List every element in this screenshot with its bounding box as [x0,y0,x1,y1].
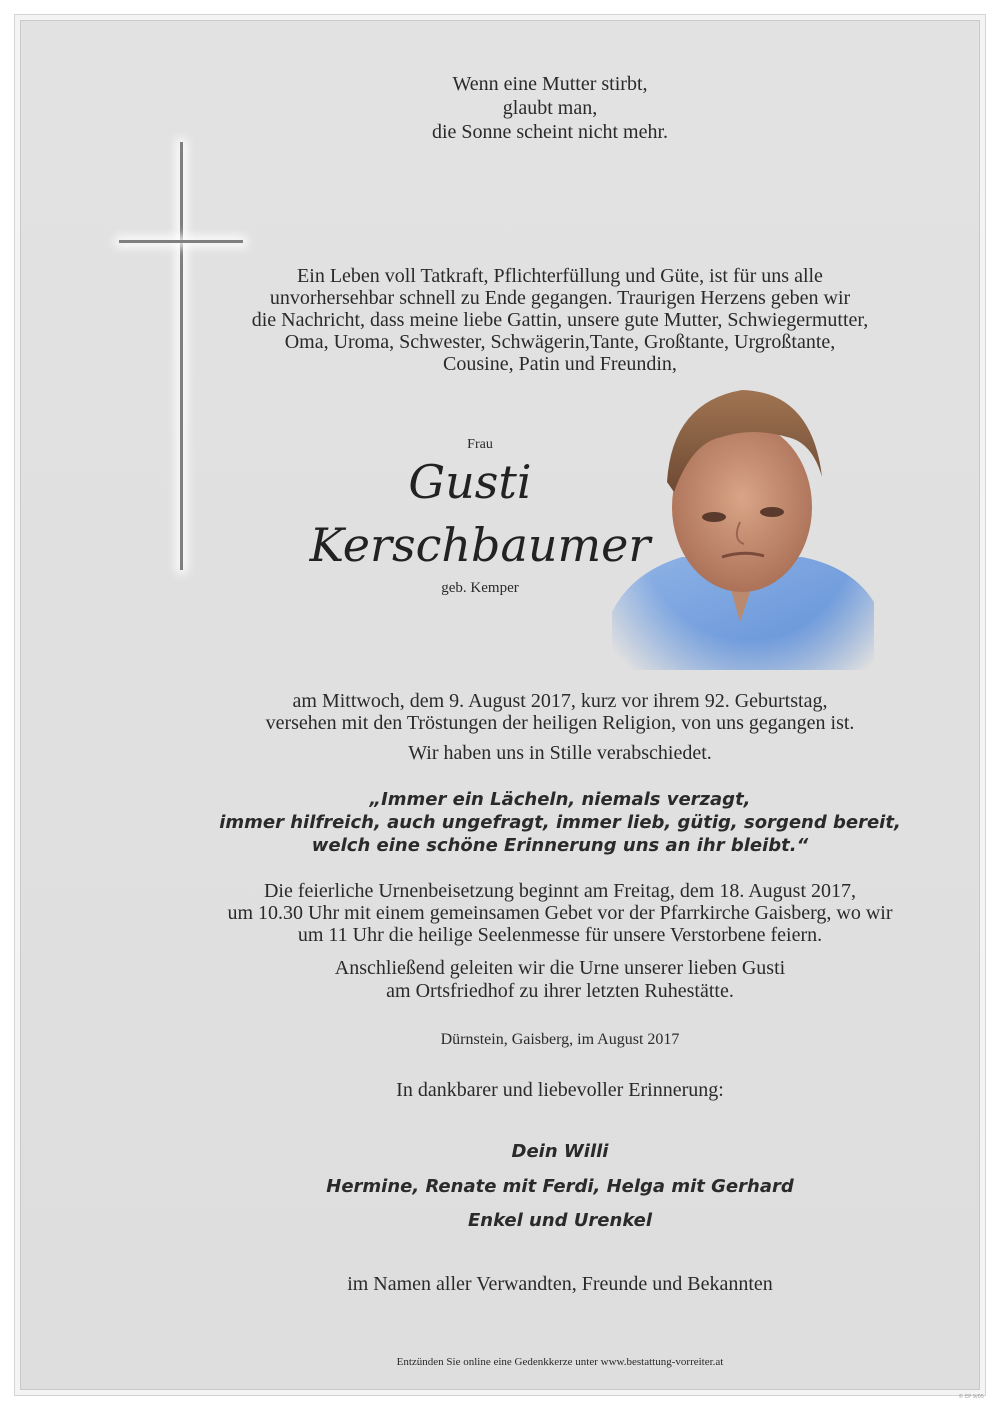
thanks-line: In dankbarer und liebevoller Erinnerung: [396,1079,724,1101]
funeral-line: um 10.30 Uhr mit einem gemeinsamen Gebet vor der Pfarrkirche Gaisberg, wo wir [227,902,893,924]
poem-line: glaubt man, [502,97,598,119]
maiden-name: geb. Kemper [441,580,519,596]
burial-info [260,957,860,1003]
death-notice [200,690,920,734]
quote [200,788,920,857]
poem-line: die Sonne scheint nicht mehr. [431,121,669,143]
given-name: Gusti [408,455,532,509]
farewell-text: Wir haben uns in Stille verabschiedet. [408,742,712,764]
quote-line: immer hilfreich, auch ungefragt, immer lieb, gütig, sorgend bereit, [219,812,901,833]
quote-line: „Immer ein Lächeln, niemals verzagt, [369,789,751,810]
place-date: Dürnstein, Gaisberg, im August 2017 [440,1031,680,1048]
intro-line: Ein Leben voll Tatkraft, Pflichterfüllung und Güte, ist für uns alle [297,265,823,287]
quote-line: welch eine schöne Erinnerung uns an ihr bleibt.“ [311,835,809,856]
cross-icon-bar [119,240,243,243]
signatory: Dein Willi [511,1141,609,1162]
death-line: versehen mit den Tröstungen der heiligen Religion, von uns gegangen ist. [265,712,855,734]
intro-line: Oma, Uroma, Schwester, Schwägerin,Tante, Großtante, Urgroßtante, [284,331,836,353]
burial-line: Anschließend geleiten wir die Urne unserer lieben Gusti [334,957,786,979]
funeral-line: um 11 Uhr die heilige Seelenmesse für unsere Verstorbene feiern. [297,924,823,946]
title: Frau [467,437,493,452]
intro-line: unvorhersehbar schnell zu Ende gegangen. Traurigen Herzens geben wir [269,287,851,309]
burial-line: am Ortsfriedhof zu ihrer letzten Ruhestätte. [386,980,734,1002]
signatory: Enkel und Urenkel [467,1210,653,1231]
poem [280,72,820,144]
intro-line: Cousine, Patin und Freundin, [443,353,677,375]
family-name: Kerschbaumer [309,518,651,572]
footer-link-text: Entzünden Sie online eine Gedenkkerze unter www.bestattung-vorreiter.at [396,1356,724,1368]
portrait-photo [612,382,874,670]
death-line: am Mittwoch, dem 9. August 2017, kurz vor ihrem 92. Geburtstag, [292,690,828,712]
copyright-mark: © EP 9/05 [958,1394,984,1400]
intro-line: die Nachricht, dass meine liebe Gattin, unsere gute Mutter, Schwiegermutter, [251,309,869,331]
cross-icon [180,142,183,570]
funeral-line: Die feierliche Urnenbeisetzung beginnt am Freitag, dem 18. August 2017, [263,880,857,902]
funeral-info [195,880,925,946]
signatory: Hermine, Renate mit Ferdi, Helga mit Gerhard [326,1176,794,1197]
intro-text [220,265,900,375]
poem-line: Wenn eine Mutter stirbt, [452,73,648,95]
on-behalf-line: im Namen aller Verwandten, Freunde und Bekannten [347,1273,773,1295]
